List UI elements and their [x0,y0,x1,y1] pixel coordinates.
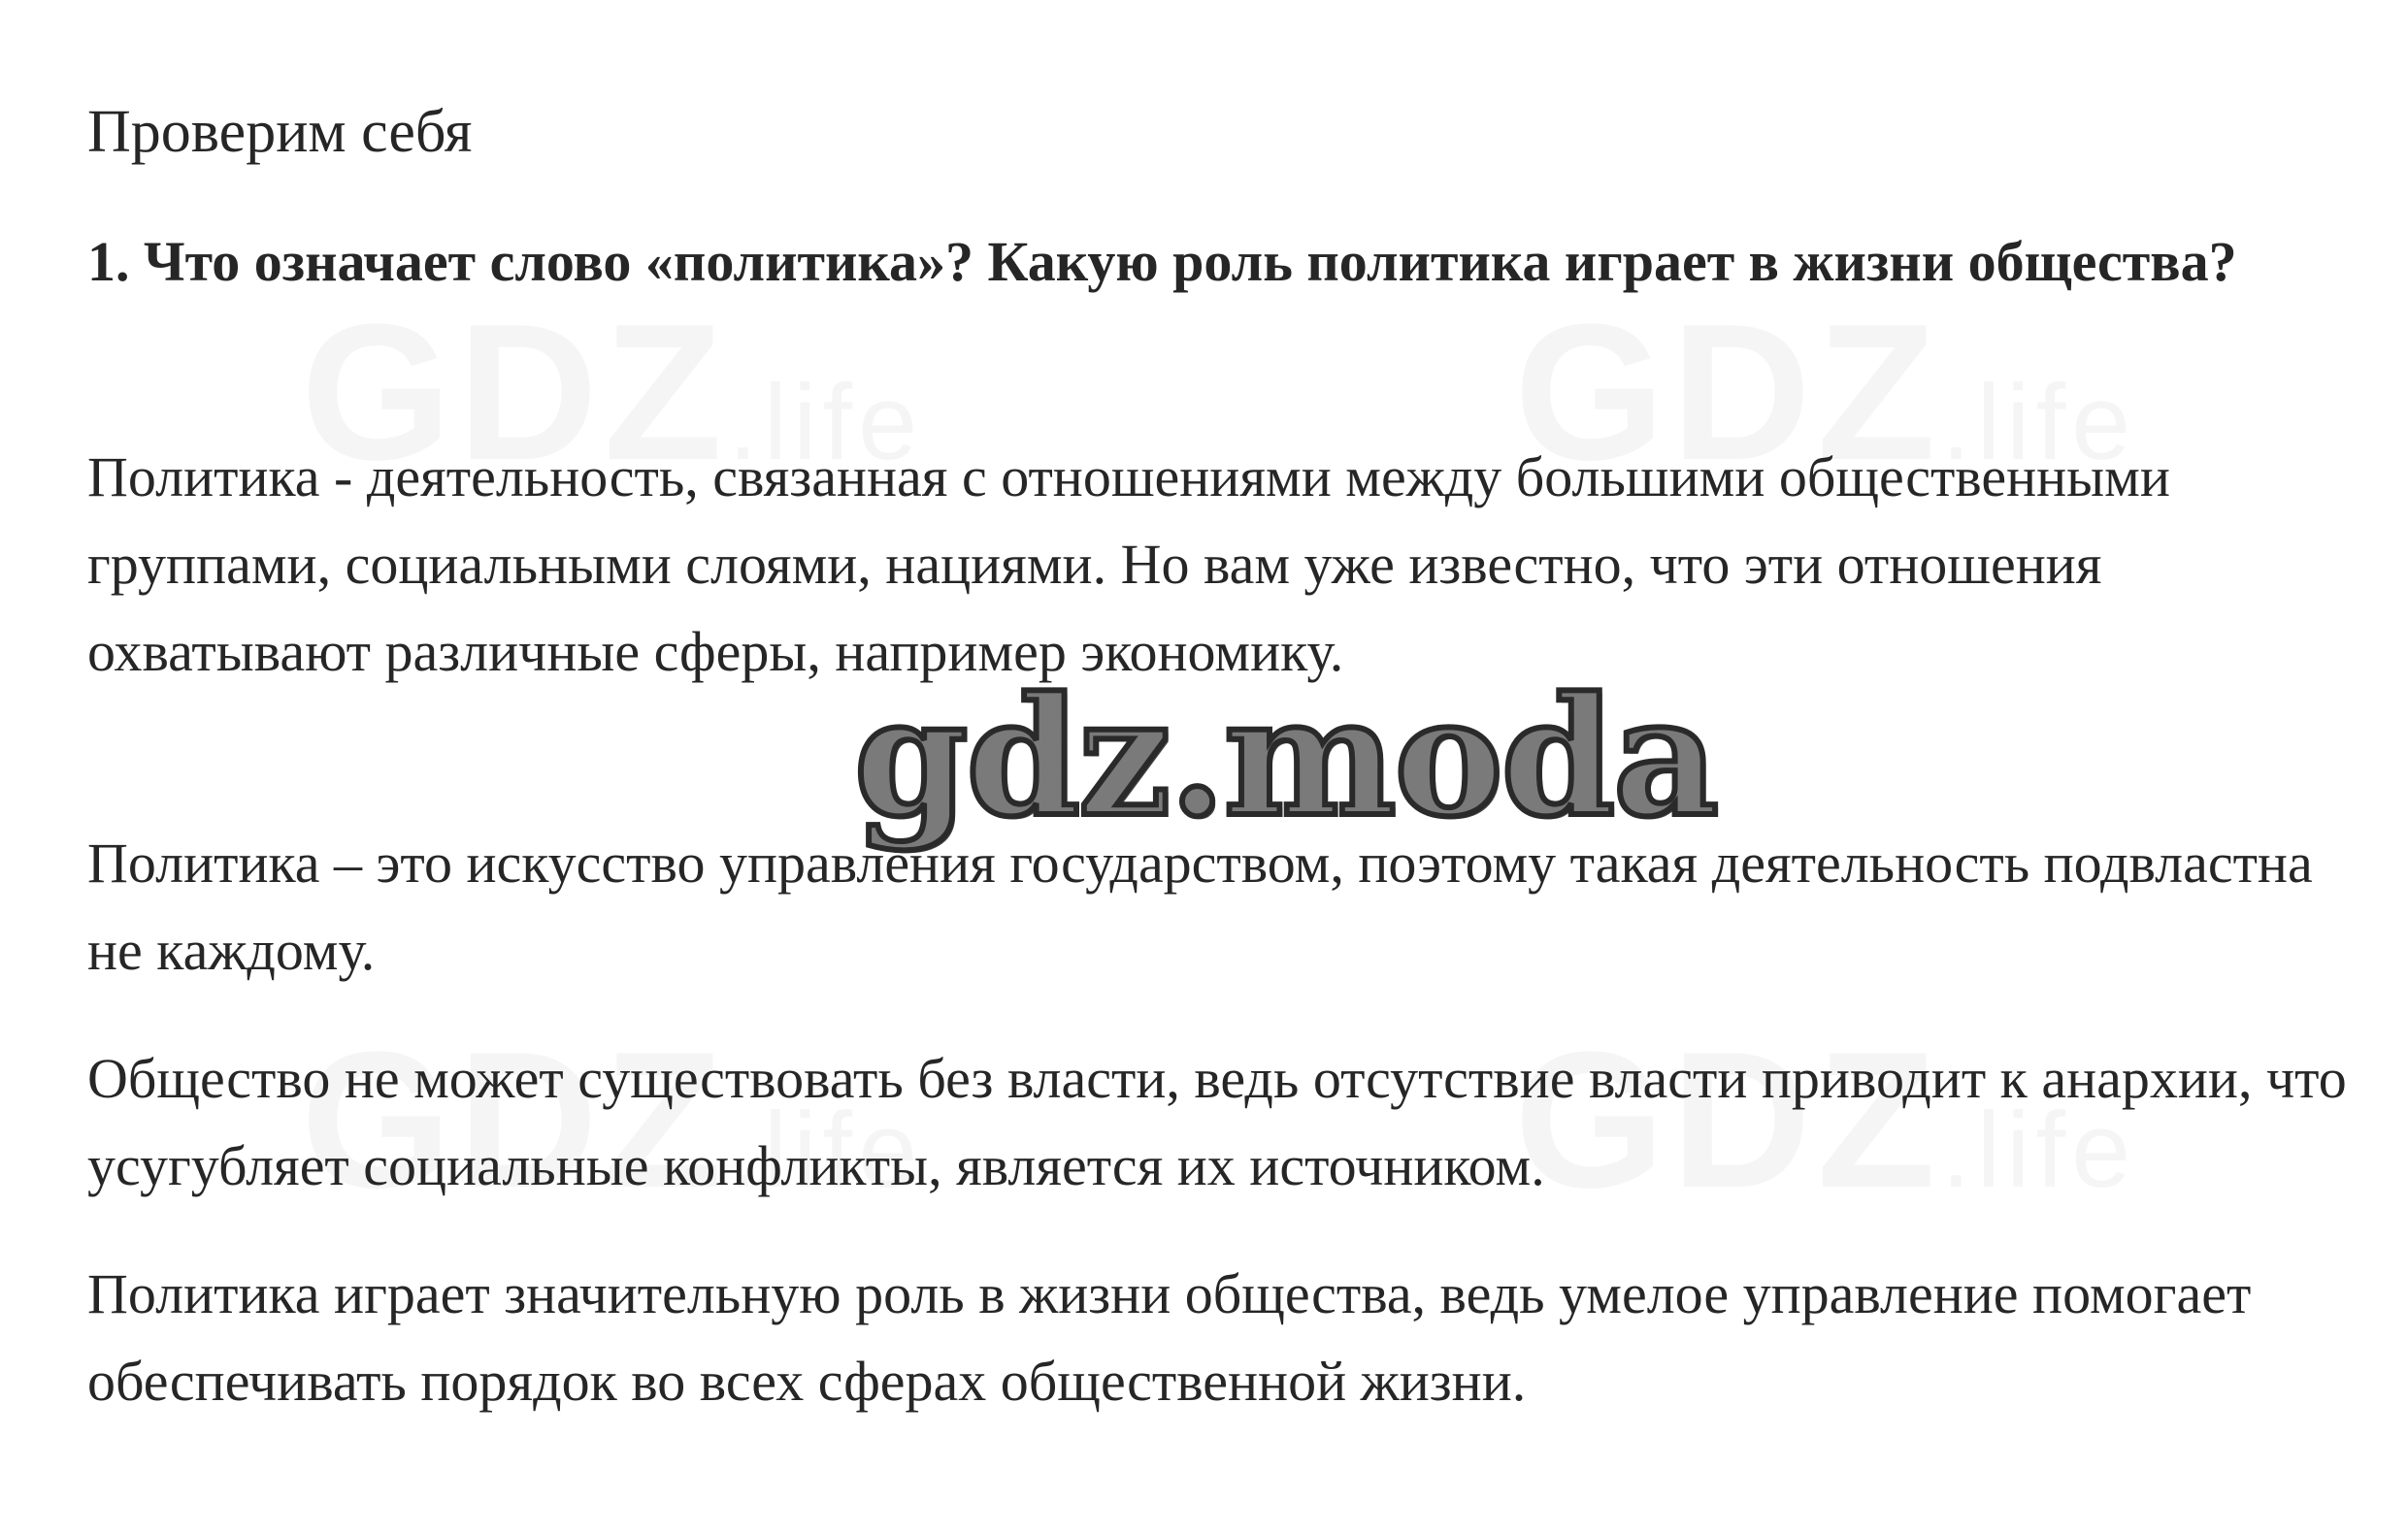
question-text: 1. Что означает слово «политика»? Какую роль политика играет в жизни общества? [87,230,2237,293]
watermark-logo: gdz.moda [854,661,1717,853]
answer-paragraph: Общество не может существовать без власти, ведь отсутствие власти приводит к анархии, что усугубляет социальные конфликты, является их источником. [87,1047,2347,1197]
section-heading: Проверим себя [87,99,473,165]
answer-paragraph: Политика – это искусство управления государством, поэтому такая деятельность подвластна не каждому. [87,832,2313,982]
answer-paragraph: Политика играет значительную роль в жизни общества, ведь умелое управление помогает обеспечивать порядок во всех сферах общественной жизни. [87,1262,2252,1413]
document-page [87,0,2349,1534]
answer-paragraph: Политика - деятельность, связанная с отношениями между большими общественными группами, социальными слоями, нациями. Но вам уже известно, что эти отношения охватывают различные сферы, например экономику. [87,445,2170,683]
